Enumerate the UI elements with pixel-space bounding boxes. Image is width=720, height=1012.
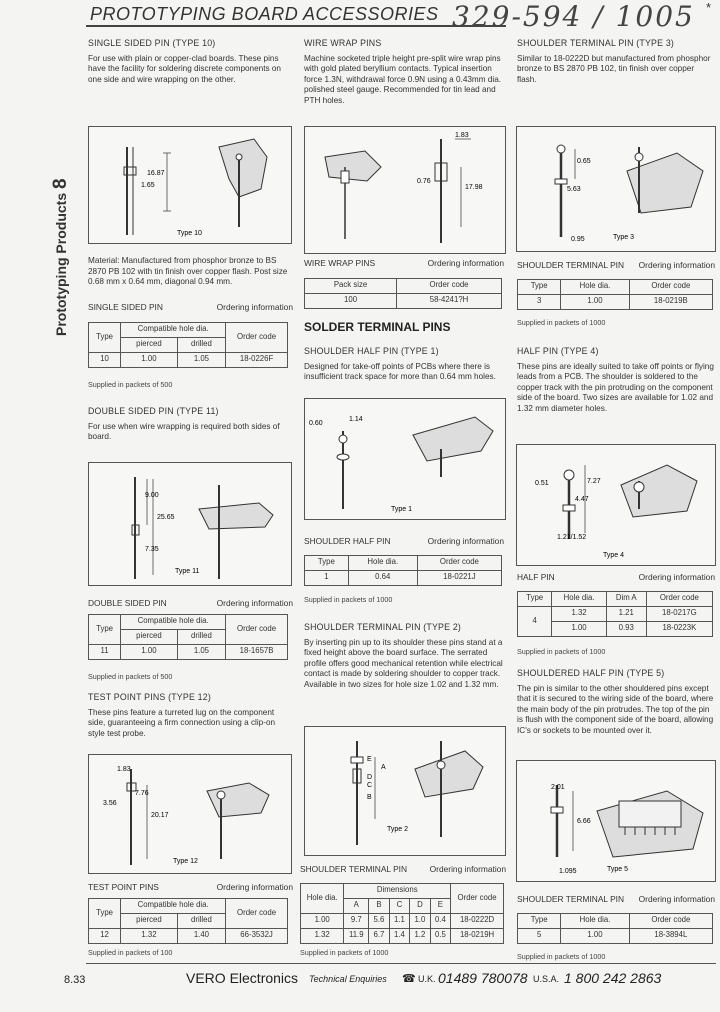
single-th-comp: Compatible hole dia.: [121, 322, 226, 337]
table-row: [89, 928, 288, 943]
shoulder5-dim1: 2.01: [551, 784, 565, 791]
sterm3-supplied: Supplied in packets of 1000: [517, 317, 606, 327]
cell-d: 1.0: [410, 913, 430, 928]
sterm2-label-d: D: [367, 774, 373, 781]
testpoint-table: [88, 898, 288, 944]
testpoint-intro: [88, 692, 293, 739]
sterm2-text: By inserting pin up to its shoulder these pins stand at a fixed height above the board surface. The serrated profile offers good mechanical retention while electrical contact is made by soldering shoulder to copper track. Available in two sizes for hole size 1.02 and 1.32 mm.: [304, 637, 503, 689]
shoulder5-order-info: Ordering information: [638, 894, 715, 904]
testpoint-supplied: Supplied in packets of 100: [88, 947, 173, 957]
cell-hole: 0.64: [348, 570, 417, 585]
shalf-ordering: [304, 536, 504, 605]
table-row: [518, 294, 713, 309]
shalf-th-hole: Hole dia.: [348, 555, 417, 570]
testpoint-th-comp: Compatible hole dia.: [121, 898, 226, 913]
cell-d: 1.2: [410, 928, 430, 943]
double-order-info: Ordering information: [216, 598, 293, 608]
halfpin4-ordering: [517, 572, 715, 657]
cell-dim: 1.21: [606, 606, 646, 621]
wirewrap-order-title: WIRE WRAP PINS: [304, 258, 376, 268]
shoulder5-dim3: 1.095: [559, 868, 577, 875]
table-row: [89, 644, 288, 659]
cell-type: 12: [89, 928, 121, 943]
single-dim2: 1.65: [141, 182, 155, 189]
shalf-order-title: SHOULDER HALF PIN: [304, 536, 391, 546]
double-th-code: Order code: [226, 614, 288, 644]
sterm3-dim2: 5.63: [567, 186, 581, 193]
solder-title: SOLDER TERMINAL PINS: [304, 320, 451, 334]
phone-icon: ☎: [402, 973, 416, 985]
wirewrap-th-pack: Pack size: [305, 278, 397, 293]
shoulder5-th-type: Type: [518, 913, 561, 928]
cell-hole: 1.00: [301, 913, 344, 928]
cell-code: 18-0221J: [417, 570, 501, 585]
shalf-figure: [304, 398, 506, 520]
single-order-info: Ordering information: [216, 302, 293, 312]
cell-code: 18-3894L: [629, 928, 712, 943]
double-sided-figure: [88, 462, 292, 586]
cell-c: 1.1: [389, 913, 409, 928]
wirewrap-text: Machine socketed triple height pre-split wire wrap pins with gold plated beryllium contacts. Typical insertion force 1.3N, withdrawal force 0.9N using a 0.43mm dia. polished steel gauge. Recommended for tin lead and PTH holes.: [304, 53, 502, 105]
halfpin4-title: HALF PIN (TYPE 4): [517, 346, 599, 356]
cell-e: 0.4: [430, 913, 450, 928]
halfpin4-th-type: Type: [518, 591, 552, 606]
title-rule: [86, 25, 506, 27]
testpoint-th-pierced: pierced: [121, 913, 178, 928]
testpoint-text: These pins feature a turreted lug on the component side, guaranteeing a firm connection using a clip-on style test probe.: [88, 707, 276, 738]
shoulder5-th-code: Order code: [629, 913, 712, 928]
shalf-table: [304, 555, 502, 586]
uk-label: U.K.: [418, 974, 436, 984]
single-material: [88, 256, 293, 288]
testpoint-ordering: [88, 882, 293, 958]
halfpin4-th-hole: Hole dia.: [552, 591, 606, 606]
testpoint-dim2: 7.76: [135, 790, 149, 797]
double-title: DOUBLE SIDED PIN (TYPE 11): [88, 406, 219, 416]
single-th-drilled: drilled: [177, 337, 225, 352]
halfpin4-fig-type: Type 4: [603, 552, 625, 559]
shalf-intro: [304, 346, 504, 383]
testpoint-dim4: 20.17: [151, 812, 169, 819]
cell-e: 0.5: [430, 928, 450, 943]
brand-name: VERO Electronics: [186, 970, 299, 986]
testpoint-dim3: 3.56: [103, 800, 117, 807]
table-row: [518, 928, 713, 943]
wirewrap-order-info: Ordering information: [427, 258, 504, 268]
sterm2-col-d: D: [410, 898, 430, 913]
wirewrap-dim1: 1.83: [455, 132, 469, 139]
section-tab: [50, 178, 72, 336]
table-row: [305, 570, 502, 585]
shoulder5-text: The pin is similar to the other shouldered pins except that it is secured to the wiring side of the board, where the main body of the pin protrudes. The top of the pin is flush with the component side of the board, allowing IC's or sockets to be mounted over it.: [517, 683, 714, 735]
cell-hole: 1.00: [552, 621, 606, 636]
double-th-type: Type: [89, 614, 121, 644]
solder-section: [304, 322, 504, 333]
testpoint-fig-type: Type 12: [173, 858, 198, 865]
sterm3-dim1: 0.65: [577, 158, 591, 165]
halfpin4-dim1: 0.51: [535, 480, 549, 487]
shoulder5-ordering: [517, 894, 715, 962]
double-dim1: 9.00: [145, 492, 159, 499]
testpoint-order-title: TEST POINT PINS: [88, 882, 159, 892]
testpoint-order-info: Ordering information: [216, 882, 293, 892]
cell-b: 6.7: [369, 928, 389, 943]
cell-type: 10: [89, 352, 121, 367]
testpoint-title: TEST POINT PINS (TYPE 12): [88, 692, 211, 702]
sterm3-order-title: SHOULDER TERMINAL PIN: [517, 260, 625, 270]
shoulder5-title: SHOULDERED HALF PIN (TYPE 5): [517, 668, 665, 678]
sterm3-ordering: [517, 260, 715, 328]
double-order-title: DOUBLE SIDED PIN: [88, 598, 167, 608]
halfpin4-supplied: Supplied in packets of 1000: [517, 646, 606, 656]
cell-drilled: 1.40: [177, 928, 225, 943]
double-th-drilled: drilled: [177, 629, 225, 644]
sterm2-col-b: B: [369, 898, 389, 913]
wirewrap-ordering: [304, 258, 504, 309]
shoulder5-th-hole: Hole dia.: [561, 913, 629, 928]
shoulder5-intro: [517, 668, 715, 736]
cell-pack: 100: [305, 293, 397, 308]
sterm2-order-title: SHOULDER TERMINAL PIN: [300, 864, 408, 874]
sterm3-table: [517, 279, 713, 310]
double-sided-intro: [88, 406, 293, 443]
sterm2-label-e: E: [367, 756, 372, 763]
sterm2-label-b: B: [367, 794, 372, 801]
halfpin4-th-code: Order code: [646, 591, 712, 606]
cell-code: 58-4241?H: [397, 293, 502, 308]
shoulder5-table: [517, 913, 713, 944]
sterm2-col-a: A: [344, 898, 369, 913]
sterm2-label-a: A: [381, 764, 386, 771]
shalf-th-type: Type: [305, 555, 349, 570]
cell-pierced: 1.00: [121, 352, 178, 367]
sterm2-col-e: E: [430, 898, 450, 913]
cell-hole: 1.32: [552, 606, 606, 621]
double-ordering: [88, 598, 293, 682]
cell-type: 11: [89, 644, 121, 659]
cell-type: 5: [518, 928, 561, 943]
single-sided-intro: [88, 38, 293, 85]
shalf-text: Designed for take-off points of PCBs where there is insufficient track space for more than 0.64 mm holes.: [304, 361, 496, 381]
sterm2-th-code: Order code: [451, 883, 504, 913]
cell-hole: 1.32: [301, 928, 344, 943]
wirewrap-figure: [304, 126, 506, 254]
testpoint-dim1: 1.83: [117, 766, 131, 773]
wirewrap-intro: [304, 38, 504, 106]
shalf-supplied: Supplied in packets of 1000: [304, 594, 393, 604]
cell-drilled: 1.05: [177, 352, 225, 367]
halfpin4-intro: [517, 346, 715, 414]
sterm2-th-hole: Hole dia.: [301, 883, 344, 913]
sterm2-intro: [304, 622, 504, 690]
shoulder5-fig-type: Type 5: [607, 866, 629, 873]
cell-b: 5.6: [369, 913, 389, 928]
cell-hole: 1.00: [561, 928, 629, 943]
wirewrap-table: [304, 278, 502, 309]
halfpin4-order-info: Ordering information: [638, 572, 715, 582]
sterm3-th-hole: Hole dia.: [561, 279, 629, 294]
wirewrap-dim2: 0.76: [417, 178, 431, 185]
shoulder5-order-title: SHOULDER TERMINAL PIN: [517, 894, 625, 904]
single-supplied: Supplied in packets of 500: [88, 379, 173, 389]
cell-c: 1.4: [389, 928, 409, 943]
halfpin4-table: [517, 591, 713, 637]
sterm2-table: [300, 883, 504, 944]
sterm3-text: Similar to 18-0222D but manufactured from phosphor bronze to BS 2870 PB 102, tin finish over copper flash.: [517, 53, 711, 84]
usa-label: U.S.A.: [533, 974, 560, 984]
sterm2-fig-type: Type 2: [387, 826, 409, 833]
cell-type: 3: [518, 294, 561, 309]
testpoint-th-code: Order code: [226, 898, 288, 928]
single-ordering: [88, 302, 293, 390]
double-dim3: 7.35: [145, 546, 159, 553]
sterm3-th-type: Type: [518, 279, 561, 294]
shalf-title: SHOULDER HALF PIN (TYPE 1): [304, 346, 439, 356]
cell-code: 66-3532J: [226, 928, 288, 943]
halfpin4-th-dim: Dim A: [606, 591, 646, 606]
sterm3-th-code: Order code: [629, 279, 712, 294]
single-sided-figure: [88, 126, 292, 244]
page-number: 8.33: [64, 974, 86, 986]
corner-mark: *: [706, 0, 712, 15]
double-fig-type: Type 11: [175, 568, 200, 575]
single-title: SINGLE SIDED PIN (TYPE 10): [88, 38, 216, 48]
cell-code: 18-0222D: [451, 913, 504, 928]
double-supplied: Supplied in packets of 500: [88, 671, 173, 681]
cell-code: 18-0217G: [646, 606, 712, 621]
uk-number: 01489 780078: [438, 970, 528, 986]
sterm3-order-info: Ordering information: [638, 260, 715, 270]
single-order-title: SINGLE SIDED PIN: [88, 302, 163, 312]
sterm2-label-c: C: [367, 782, 373, 789]
single-table: [88, 322, 288, 368]
sterm2-col-c: C: [389, 898, 409, 913]
table-row: [518, 606, 713, 621]
usa-number: 1 800 242 2863: [564, 970, 662, 986]
section-label: Prototyping Products: [53, 192, 69, 336]
shalf-dim1: 0.60: [309, 420, 323, 427]
cell-code: 18-0226F: [226, 352, 288, 367]
cell-code: 18-0219B: [629, 294, 712, 309]
double-th-comp: Compatible hole dia.: [121, 614, 226, 629]
testpoint-figure: [88, 754, 292, 874]
single-material-text: Material: Manufactured from phosphor bronze to BS 2870 PB 102 with tin finish over copper flash. Post size 0.68 mm x 0.64 mm, diagonal 0.94 mm.: [88, 256, 288, 286]
sterm3-intro: [517, 38, 715, 85]
sterm3-title: SHOULDER TERMINAL PIN (TYPE 3): [517, 38, 675, 48]
single-fig-type: Type 10: [177, 230, 202, 237]
cell-dim: 0.93: [606, 621, 646, 636]
sterm3-dim3: 0.95: [571, 236, 585, 243]
cell-code: 18-0219H: [451, 928, 504, 943]
shoulder5-supplied: Supplied in packets of 1000: [517, 951, 606, 961]
wirewrap-th-code: Order code: [397, 278, 502, 293]
wirewrap-title: WIRE WRAP PINS: [304, 38, 382, 48]
testpoint-th-type: Type: [89, 898, 121, 928]
single-th-pierced: pierced: [121, 337, 178, 352]
single-th-code: Order code: [226, 322, 288, 352]
page-title: PROTOTYPING BOARD ACCESSORIES: [90, 4, 439, 24]
handwritten-note: 329-594 / 1005: [452, 0, 695, 33]
single-th-type: Type: [89, 322, 121, 352]
halfpin4-dim3: 4.47: [575, 496, 589, 503]
table-row: [305, 293, 502, 308]
sterm3-fig-type: Type 3: [613, 234, 635, 241]
shalf-dim2: 1.14: [349, 416, 363, 423]
cell-drilled: 1.05: [177, 644, 225, 659]
sterm2-th-dim: Dimensions: [344, 883, 451, 898]
sterm2-figure: [304, 726, 506, 856]
sterm3-figure: [516, 126, 716, 252]
section-number: 8: [50, 178, 71, 189]
cell-hole: 1.00: [561, 294, 629, 309]
table-row: [89, 352, 288, 367]
halfpin4-figure: [516, 444, 716, 566]
sterm2-order-info: Ordering information: [429, 864, 506, 874]
halfpin4-order-title: HALF PIN: [517, 572, 555, 582]
double-th-pierced: pierced: [121, 629, 178, 644]
sterm2-ordering: [300, 864, 506, 958]
cell-type: 1: [305, 570, 349, 585]
halfpin4-text: These pins are ideally suited to take off points or flying leads from a PCB. The shoulder is soldered to the copper track with the pin protruding on the component side of the board. Two sizes are available for 1.02 and 1.32 mm diameter holes.: [517, 361, 714, 413]
cell-a: 11.9: [344, 928, 369, 943]
double-dim2: 25.65: [157, 514, 175, 521]
cell-code: 18-1657B: [226, 644, 288, 659]
cell-code: 18-0223K: [646, 621, 712, 636]
wirewrap-dim3: 17.98: [465, 184, 483, 191]
shoulder5-dim2: 6.66: [577, 818, 591, 825]
halfpin4-dim2: 7.27: [587, 478, 601, 485]
shalf-th-code: Order code: [417, 555, 501, 570]
shalf-fig-type: Type 1: [391, 506, 413, 513]
sterm2-title: SHOULDER TERMINAL PIN (TYPE 2): [304, 622, 462, 632]
cell-pierced: 1.32: [121, 928, 178, 943]
cell-type: 4: [518, 606, 552, 636]
cell-pierced: 1.00: [121, 644, 178, 659]
table-row: [301, 913, 504, 928]
double-text: For use when wire wrapping is required both sides of board.: [88, 421, 280, 441]
shoulder5-figure: [516, 760, 716, 882]
halfpin4-dim4: 1.21/1.52: [557, 534, 587, 541]
cell-a: 9.7: [344, 913, 369, 928]
testpoint-th-drilled: drilled: [177, 913, 225, 928]
shalf-order-info: Ordering information: [427, 536, 504, 546]
enquiries-label: Technical Enquiries: [309, 974, 387, 984]
single-text: For use with plain or copper-clad boards. These pins have the facility for soldering discrete components on one side and wire wrapping on the other.: [88, 53, 281, 84]
single-dim1: 16.87: [147, 170, 165, 177]
footer-rule: [86, 963, 716, 964]
sterm2-supplied: Supplied in packets of 1000: [300, 947, 389, 957]
table-row: [301, 928, 504, 943]
double-table: [88, 614, 288, 660]
